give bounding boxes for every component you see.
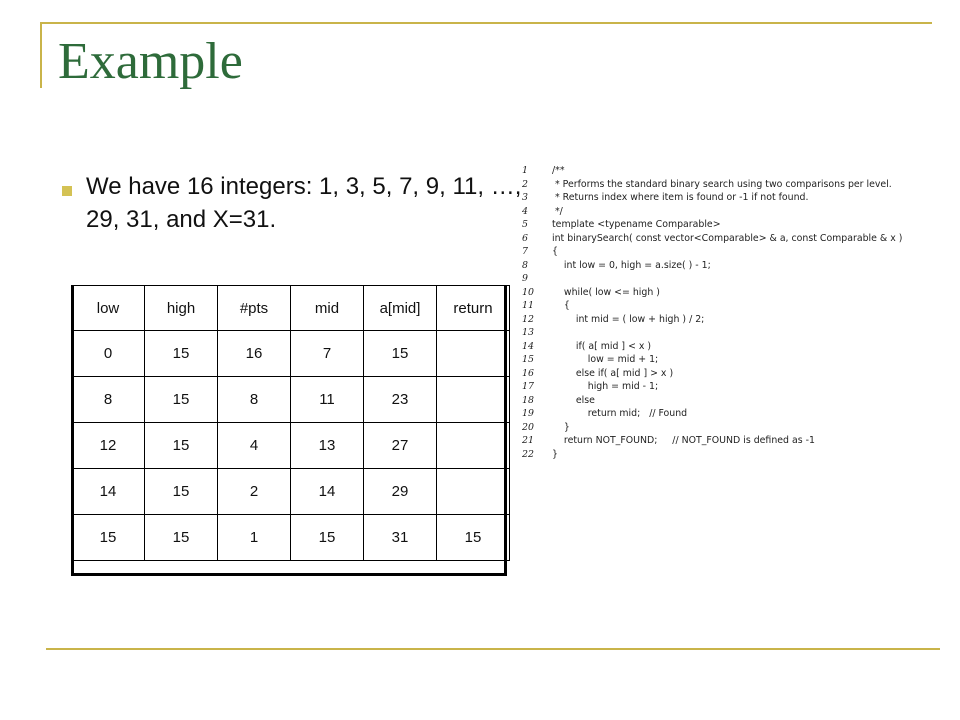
table-cell: 15 bbox=[145, 515, 218, 561]
table-cell: 15 bbox=[437, 515, 510, 561]
code-line bbox=[522, 286, 922, 300]
code-line bbox=[522, 313, 922, 327]
table-cell: 15 bbox=[145, 331, 218, 377]
line-number: 10 bbox=[522, 286, 534, 298]
top-rule bbox=[40, 22, 932, 24]
slide-title: Example bbox=[58, 33, 243, 90]
table-row bbox=[72, 423, 510, 469]
table-cell bbox=[437, 423, 510, 469]
code-line bbox=[522, 259, 922, 273]
table-header-row bbox=[72, 286, 510, 331]
code-line bbox=[522, 434, 922, 448]
code-line bbox=[522, 245, 922, 259]
line-number: 19 bbox=[522, 408, 534, 419]
line-number: 13 bbox=[522, 327, 534, 338]
code-text: if( a[ mid ] < x ) bbox=[552, 340, 652, 352]
code-text: * Performs the standard binary search using two comparisons per level. bbox=[552, 178, 892, 190]
line-number: 9 bbox=[522, 273, 528, 284]
table-cell: 2 bbox=[218, 469, 291, 515]
table-row bbox=[72, 515, 510, 561]
table-cell: 4 bbox=[218, 423, 291, 469]
table-cell: 15 bbox=[291, 515, 364, 561]
code-line bbox=[522, 232, 922, 246]
line-number: 7 bbox=[522, 246, 528, 257]
code-line bbox=[522, 178, 922, 192]
table-cell: 0 bbox=[72, 331, 145, 377]
line-number: 8 bbox=[522, 259, 528, 271]
code-line bbox=[522, 394, 922, 408]
line-number: 11 bbox=[522, 300, 534, 311]
table-cell: 27 bbox=[364, 423, 437, 469]
table-cell: 11 bbox=[291, 377, 364, 423]
code-line bbox=[522, 205, 922, 219]
code-line bbox=[522, 353, 922, 367]
code-text: */ bbox=[552, 205, 563, 217]
code-text: int mid = ( low + high ) / 2; bbox=[552, 313, 705, 325]
code-text: /** bbox=[552, 165, 565, 176]
code-line bbox=[522, 272, 922, 286]
table-header-cell: #pts bbox=[218, 286, 291, 331]
code-line bbox=[522, 407, 922, 421]
code-text: high = mid - 1; bbox=[552, 381, 659, 392]
code-text: return NOT_FOUND; // NOT_FOUND is defined as -1 bbox=[552, 435, 815, 446]
line-number: 16 bbox=[522, 367, 534, 379]
table-row bbox=[72, 331, 510, 377]
table-cell: 23 bbox=[364, 377, 437, 423]
line-number: 6 bbox=[522, 232, 528, 244]
line-number: 22 bbox=[522, 448, 534, 460]
table-cell: 29 bbox=[364, 469, 437, 515]
code-text: return mid; // Found bbox=[552, 408, 688, 419]
table-cell: 14 bbox=[72, 469, 145, 515]
binary-search-trace-table bbox=[71, 285, 510, 561]
code-text: } bbox=[552, 448, 558, 460]
table-header-cell: a[mid] bbox=[364, 286, 437, 331]
line-number: 1 bbox=[522, 165, 528, 176]
code-line bbox=[522, 326, 922, 340]
line-number: 21 bbox=[522, 435, 534, 446]
table-cell bbox=[437, 469, 510, 515]
line-number: 14 bbox=[522, 340, 534, 352]
code-line bbox=[522, 340, 922, 354]
code-text: int binarySearch( const vector<Comparable> & a, const Comparable & x ) bbox=[552, 232, 903, 244]
code-text: template <typename Comparable> bbox=[552, 219, 721, 230]
code-text: while( low <= high ) bbox=[552, 286, 660, 298]
line-number: 17 bbox=[522, 381, 534, 392]
table-cell: 16 bbox=[218, 331, 291, 377]
table-cell: 13 bbox=[291, 423, 364, 469]
line-number: 5 bbox=[522, 219, 528, 230]
table-cell: 31 bbox=[364, 515, 437, 561]
bottom-rule bbox=[46, 648, 940, 650]
code-text: { bbox=[552, 300, 570, 311]
line-number: 3 bbox=[522, 192, 528, 203]
line-number: 4 bbox=[522, 205, 528, 217]
code-line bbox=[522, 421, 922, 435]
table-cell: 15 bbox=[145, 377, 218, 423]
table-cell bbox=[437, 377, 510, 423]
table-cell: 1 bbox=[218, 515, 291, 561]
table-row bbox=[72, 469, 510, 515]
line-number: 18 bbox=[522, 394, 534, 406]
table-cell: 15 bbox=[72, 515, 145, 561]
table-cell: 12 bbox=[72, 423, 145, 469]
table-cell bbox=[437, 331, 510, 377]
code-text: int low = 0, high = a.size( ) - 1; bbox=[552, 259, 711, 271]
code-line bbox=[522, 299, 922, 313]
table-cell: 15 bbox=[364, 331, 437, 377]
code-line bbox=[522, 191, 922, 205]
code-line bbox=[522, 380, 922, 394]
line-number: 12 bbox=[522, 313, 534, 325]
bullet-square-icon bbox=[62, 186, 72, 196]
table-cell: 8 bbox=[72, 377, 145, 423]
table-cell: 15 bbox=[145, 469, 218, 515]
code-text: { bbox=[552, 246, 558, 257]
table-header-cell: high bbox=[145, 286, 218, 331]
code-listing bbox=[522, 164, 922, 461]
bullet-text: We have 16 integers: 1, 3, 5, 7, 9, 11, …, 29, 31, and X=31. bbox=[86, 173, 522, 233]
code-line bbox=[522, 218, 922, 232]
table-cell: 7 bbox=[291, 331, 364, 377]
line-number: 20 bbox=[522, 421, 534, 433]
table-row bbox=[72, 377, 510, 423]
table-cell: 14 bbox=[291, 469, 364, 515]
code-text: else if( a[ mid ] > x ) bbox=[552, 367, 674, 379]
code-line bbox=[522, 164, 922, 178]
table-header-cell: mid bbox=[291, 286, 364, 331]
code-line bbox=[522, 367, 922, 381]
left-rule bbox=[40, 22, 42, 88]
code-text: * Returns index where item is found or -1 if not found. bbox=[552, 192, 809, 203]
table-header-cell: low bbox=[72, 286, 145, 331]
table-header-cell: return bbox=[437, 286, 510, 331]
code-line bbox=[522, 448, 922, 462]
code-text: else bbox=[552, 394, 595, 406]
table-cell: 15 bbox=[145, 423, 218, 469]
line-number: 2 bbox=[522, 178, 528, 190]
line-number: 15 bbox=[522, 354, 534, 365]
table-cell: 8 bbox=[218, 377, 291, 423]
code-text: } bbox=[552, 421, 570, 433]
code-text: low = mid + 1; bbox=[552, 354, 659, 365]
